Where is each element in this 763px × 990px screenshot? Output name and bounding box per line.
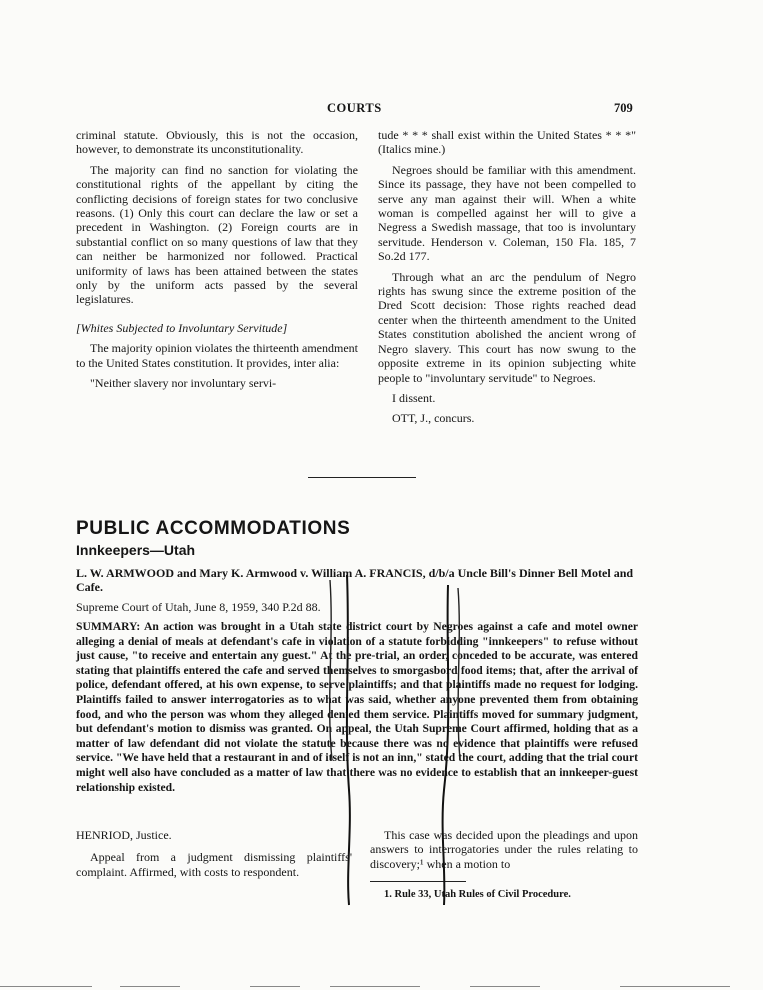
right-quote-continued: tude * * * shall exist within the United States * * *" (Italics mine.) [378, 128, 636, 157]
dissent-line: I dissent. [392, 390, 436, 405]
running-head: COURTS [327, 101, 382, 115]
bottom-rule-3 [250, 986, 300, 987]
summary-text: An action was brought in a Utah state district court by Negroes against a cafe and motel owner alleging a denial of meals at defendant's cafe in violation of a statute forbidding "innkeepers" to refuse without just cause, "to receive and entertain any guest." At the pre-trial, an order, conceded to be accurate, was entered stating that plaintiffs entered the cafe and served themselves to smorgasbord food items; that, after the arrival of police, defendant offered, at his own expense, to serve plaintiffs; and that plaintiffs made no request for lodging. Plaintiffs failed to answer interrogatories as to what was said, whether anyone prevented them from obtaining food, and who the person was whom they alleged denied them service. Plaintiffs moved for summary judgment, but defendant's motion to dismiss was granted. On appeal, the Utah Supreme Court affirmed, holding that as a matter of law defendant did not violate the statute because there was no evidence that plaintiffs were refused service. "We have held that a restaurant in and of itself is not an inn," stated the court, adding that the trial court might well also have concluded as a matter of law that there was no evidence to establish that an innkeeper-guest relationship existed. [76, 620, 638, 794]
page-number: 709 [614, 101, 633, 115]
justice-name: HENRIOD, Justice. [76, 828, 172, 842]
left-paragraph-2: The majority can find no sanction for violating the constitutional rights of the appellant by citing the conflicting decisions of foreign states for two conclusive reasons. (1) Only this court can declare the law or set a precedent in Washington. (2) Foreign courts are in substantial conflict on so many questions of law that they can neither be harmonized nor followed. Practical uniformity of laws has been attained between the states only by the uniform acts passed by the several legislatures. [76, 162, 358, 307]
bottom-rules [0, 986, 763, 988]
footnote-divider [370, 881, 466, 882]
left-subheading: [Whites Subjected to Involuntary Servitude] [76, 320, 288, 335]
bottom-rule-5 [470, 986, 540, 987]
concur-line: OTT, J., concurs. [392, 411, 475, 426]
left-paragraph-1: criminal statute. Obviously, this is not the occasion, however, to demonstrate its unconstitutionality. [76, 128, 358, 157]
right-paragraph-2: Through what an arc the pendulum of Negro rights has swung since the extreme position of the Dred Scott decision: Those rights reached dead center when the thirteenth amendment to the United States constitution abolished the ancient wrong of Negro slavery. This court has now swung to the opposite extreme in its opinion subjecting white people to "involuntary servitude" to Negroes. [378, 269, 636, 385]
right-paragraph-1: Negroes should be familiar with this amendment. Since its passage, they have not been compelled to serve any man against their will. When a white woman is compelled against her will to give a Negress a Swedish massage, that too is involuntary servitude. Henderson v. Coleman, 150 Fla. 185, 7 So.2d 177. [378, 162, 636, 264]
court-citation: Supreme Court of Utah, June 8, 1959, 340 P.2d 88. [76, 600, 321, 614]
right-column [378, 128, 636, 432]
summary-label: SUMMARY: [76, 620, 141, 633]
left-quote: "Neither slavery nor involuntary servi- [90, 376, 277, 391]
case-title: L. W. ARMWOOD and Mary K. Armwood v. William A. FRANCIS, d/b/a Uncle Bill's Dinner Bell Motel and Cafe. [76, 566, 634, 595]
bottom-rule-6 [620, 986, 730, 987]
opinion-right-column [370, 828, 638, 903]
left-paragraph-3: The majority opinion violates the thirteenth amendment to the United States constitution. It provides, inter alia: [76, 341, 358, 370]
left-column [76, 128, 358, 397]
bottom-rule-1 [0, 986, 92, 987]
opinion-left-column [76, 828, 352, 879]
opinion-right-paragraph: This case was decided upon the pleadings and upon answers to interrogatories under the rules relating to discovery;¹ when a motion to [370, 828, 638, 871]
opinion-left-paragraph: Appeal from a judgment dismissing plaintiffs' complaint. Affirmed, with costs to respondent. [76, 850, 352, 879]
bottom-rule-2 [120, 986, 180, 987]
section-title: PUBLIC ACCOMMODATIONS [76, 518, 351, 539]
footnote: 1. Rule 33, Utah Rules of Civil Procedure. [384, 889, 571, 901]
case-summary [76, 620, 638, 795]
section-divider [308, 477, 416, 478]
section-subtitle: Innkeepers—Utah [76, 542, 196, 558]
bottom-rule-4 [330, 986, 420, 987]
